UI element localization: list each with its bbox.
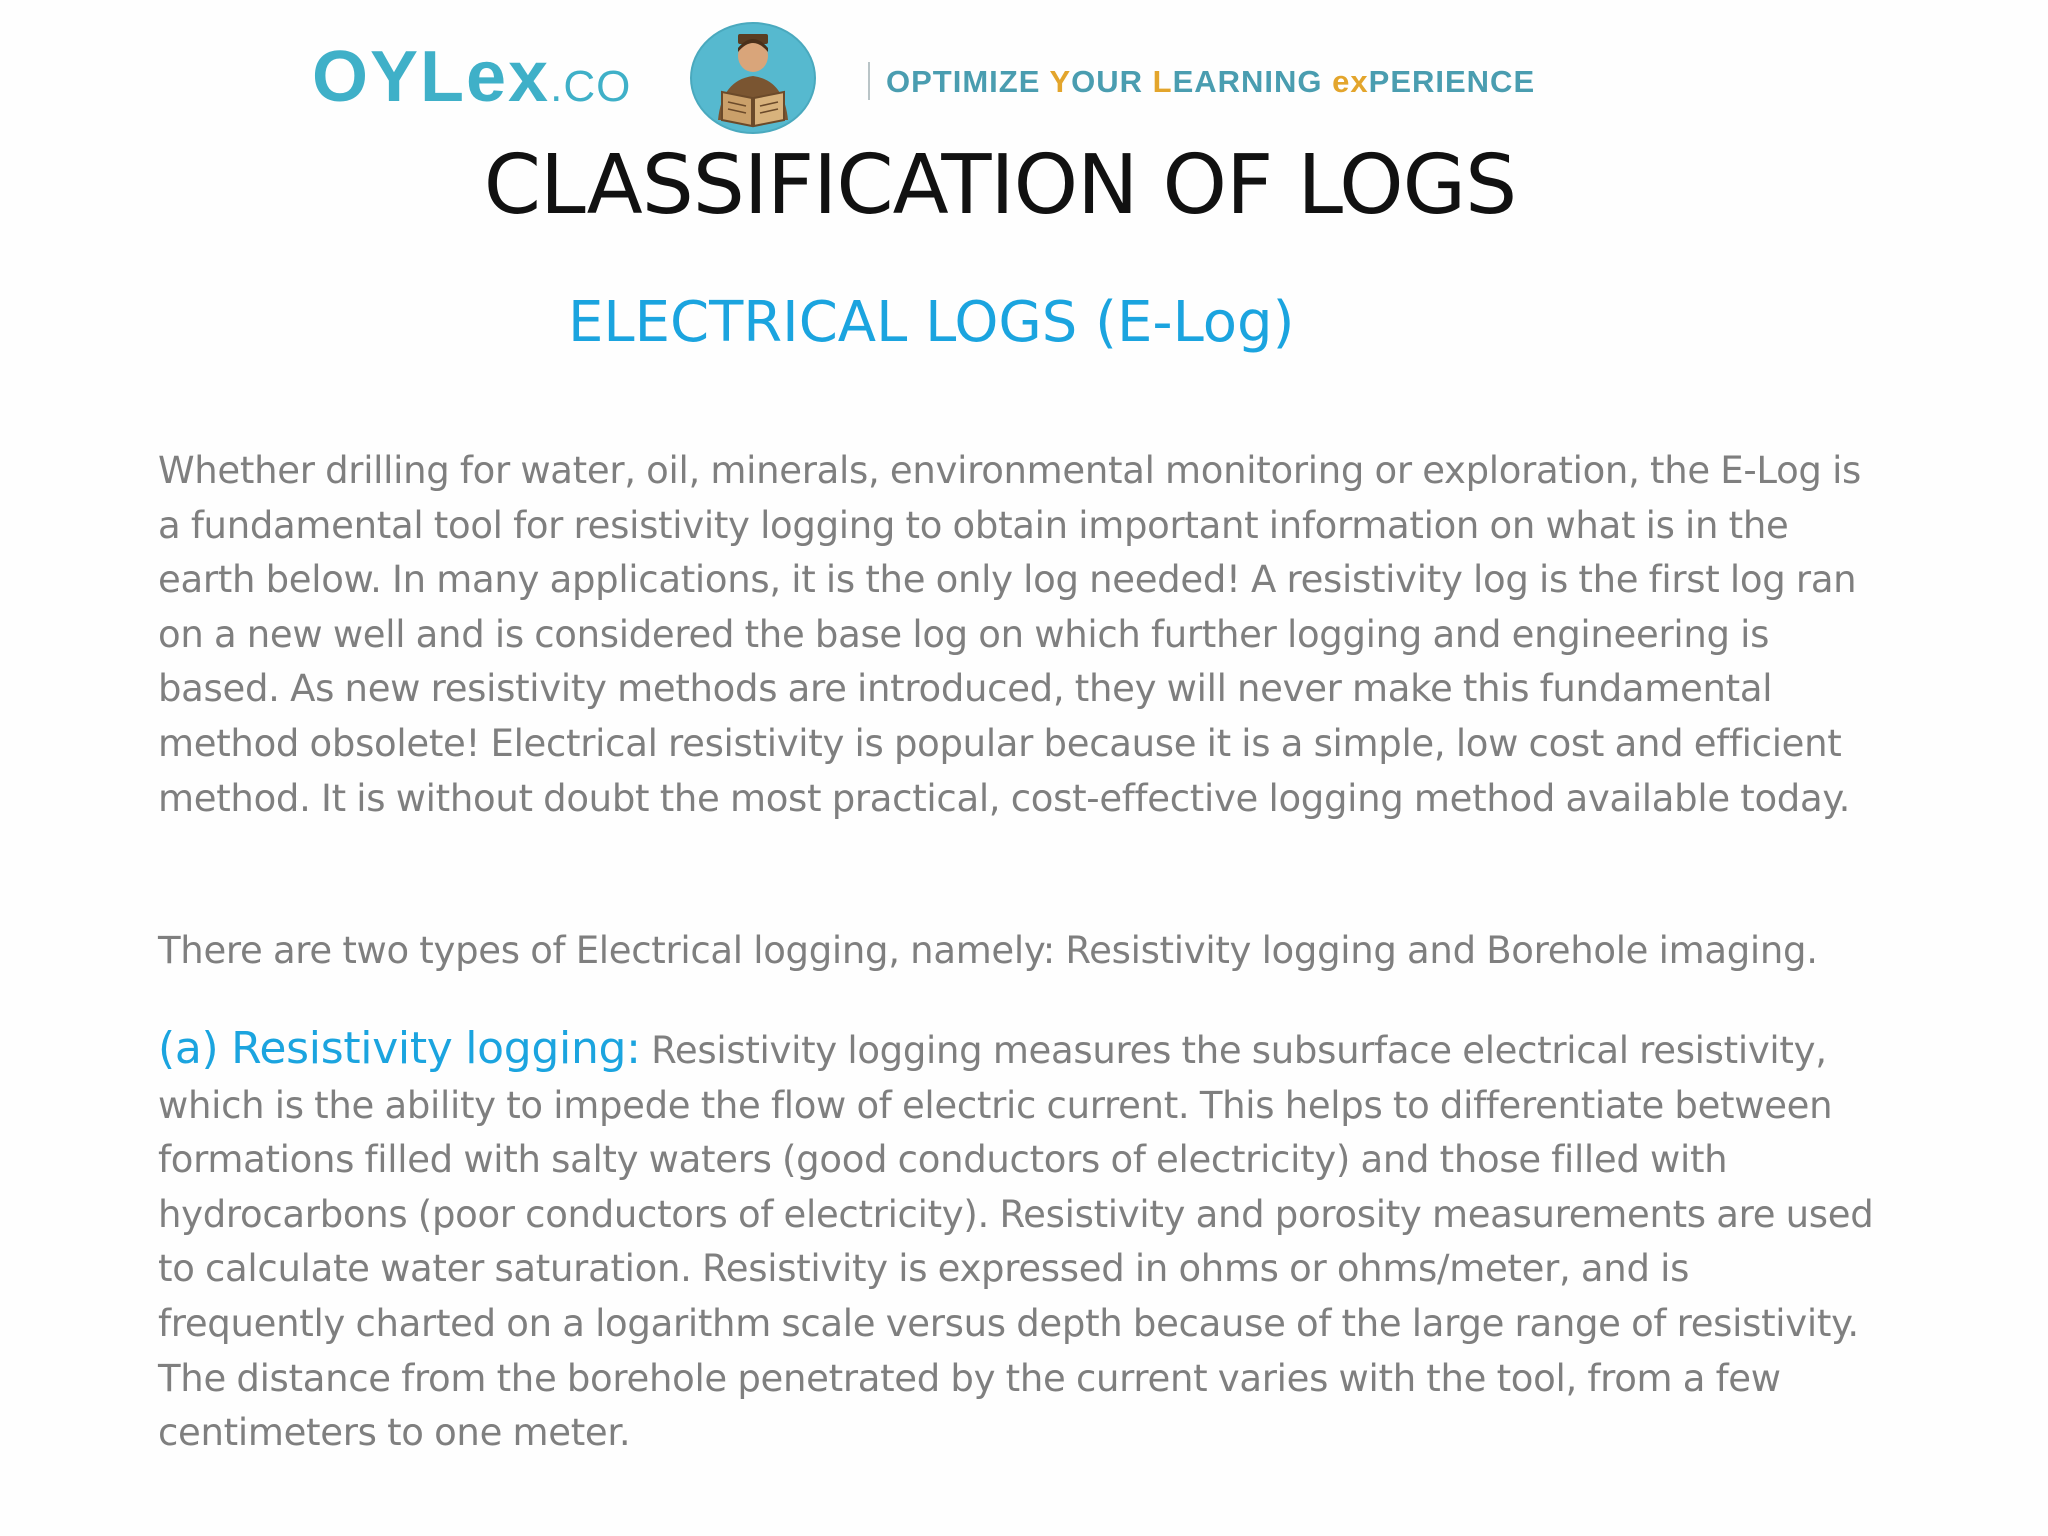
brand-logo <box>312 36 631 116</box>
banner-divider <box>868 62 870 100</box>
tagline-part: Y <box>1049 64 1072 99</box>
resistivity-paragraph <box>158 1022 1878 1461</box>
tagline <box>886 64 1535 100</box>
tagline-part: OPTIMIZE <box>886 64 1050 99</box>
reader-avatar-icon <box>688 22 818 134</box>
intro-paragraph: Whether drilling for water, oil, minerals, environmental monitoring or exploration, the E-Log is a fundamental tool for resistivity logging to obtain important information on what is in the earth below. In many applications, it is the only log needed! A resistivity log is the first log ran on a new well and is considered the base log on which further logging and engineering is based. As new resistivity methods are introduced, they will never make this fundamental method obsolete! Electrical resistivity is popular because it is a simple, low cost and efficient method. It is without doubt the most practical, cost-effective logging method available today. <box>158 449 1862 820</box>
slide-title: CLASSIFICATION OF LOGS <box>483 138 1517 233</box>
resistivity-text: Resistivity logging measures the subsurface electrical resistivity, which is the ability to impede the flow of electric current. This helps to differentiate between formations filled with salty waters (good conductors of electricity) and those filled with hydrocarbons (poor conductors of electricity). Resistivity and porosity measurements are used to calculate water saturation. Resistivity is expressed in ohms or ohms/meter, and is frequently charted on a logarithm scale versus depth because of the large range of resistivity. The distance from the borehole penetrated by the current varies with the tool, from a few centimeters to one meter. <box>158 1029 1874 1455</box>
tagline-part: PERIENCE <box>1368 64 1536 99</box>
tagline-part: L <box>1152 64 1173 99</box>
tagline-part: ex <box>1332 64 1369 99</box>
tagline-part: EARNING <box>1172 64 1333 99</box>
section-heading: ELECTRICAL LOGS (E-Log) <box>568 290 1295 355</box>
resistivity-lead: (a) Resistivity logging: <box>158 1023 641 1074</box>
header-banner <box>300 10 1700 140</box>
logo-wordmark: OYLex <box>312 37 551 117</box>
logo-domain: .CO <box>550 62 632 111</box>
tagline-part: OUR <box>1071 64 1153 99</box>
types-paragraph: There are two types of Electrical logging, namely: Resistivity logging and Borehole imaging. <box>158 929 1818 972</box>
